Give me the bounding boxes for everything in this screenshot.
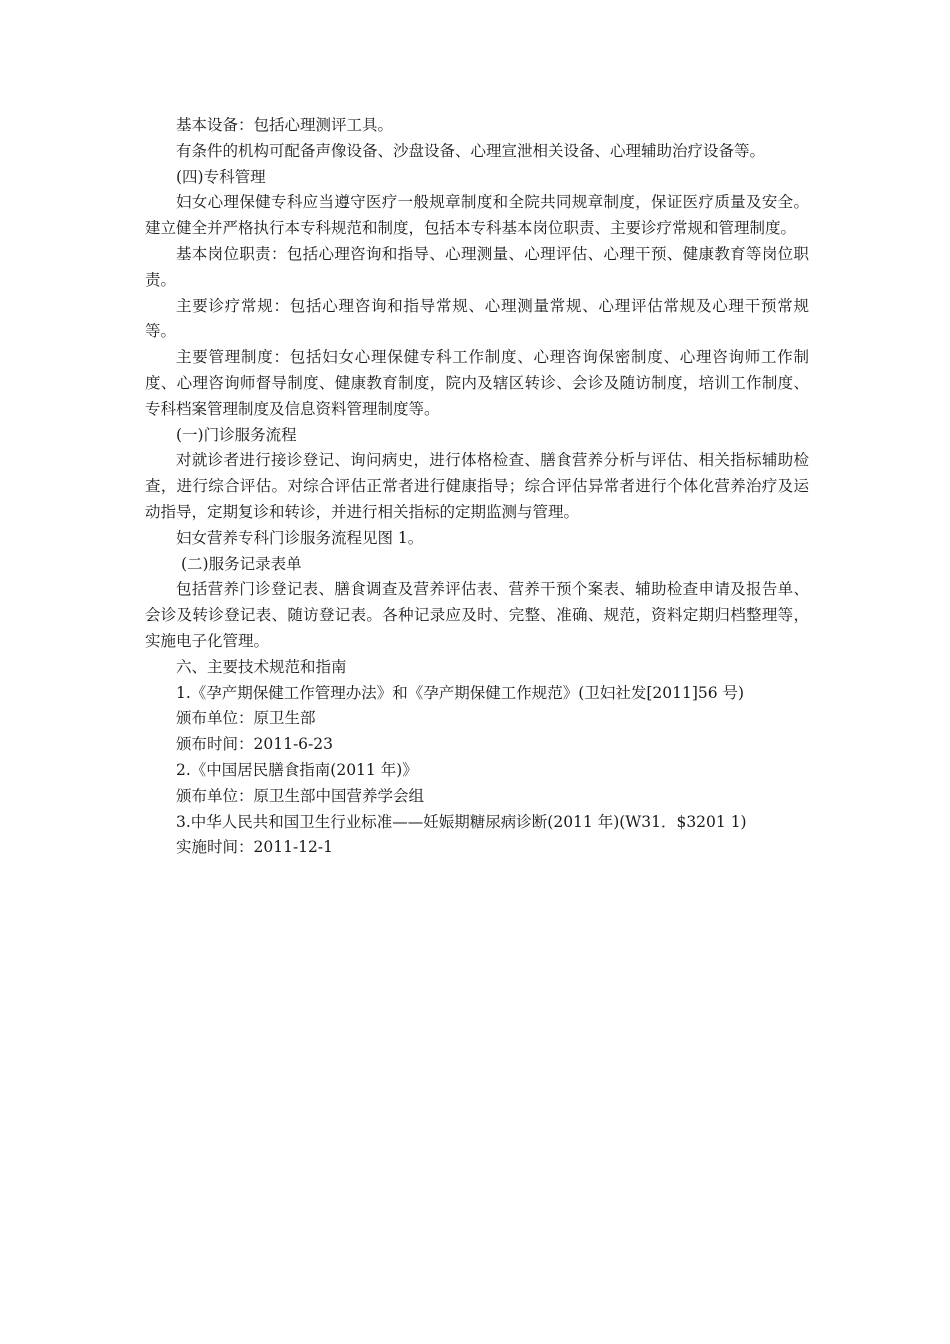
guideline-item-3: 3.中华人民共和国卫生行业标准——妊娠期糖尿病诊断(2011 年)(W31．$3201 1)	[176, 812, 747, 831]
paragraph-specialty-rules: 妇女心理保健专科应当遵守医疗一般规章制度和全院共同规章制度，保证医疗质量及安全。建立健全并严格执行本专科规范和制度，包括本专科基本岗位职责、主要诊疗常规和管理制度。	[145, 193, 809, 238]
paragraph-process-figure-reference: 妇女营养专科门诊服务流程见图 1。	[176, 528, 424, 547]
section-heading-service-records: (二)服务记录表单	[181, 554, 302, 573]
paragraph-management-systems: 主要管理制度：包括妇女心理保健专科工作制度、心理咨询保密制度、心理咨询师工作制度、心理咨询师督导制度、健康教育制度，院内及辖区转诊、会诊及随访制度，培训工作制度、专科档案管理制度及信息资料管理制度等。	[145, 348, 809, 418]
section-heading-technical-guidelines: 六、主要技术规范和指南	[176, 657, 347, 676]
guideline-item-2: 2.《中国居民膳食指南(2011 年)》	[176, 760, 418, 779]
paragraph-basic-equipment: 基本设备：包括心理测评工具。	[176, 116, 394, 134]
guideline-2-issuer: 颁布单位：原卫生部中国营养学会组	[176, 786, 425, 805]
paragraph-service-records: 包括营养门诊登记表、膳食调查及营养评估表、营养干预个案表、辅助检查申请及报告单、会诊及转诊登记表、随访登记表。各种记录应及时、完整、准确、规范，资料定期归档整理等，实施电子化管理。	[145, 580, 809, 650]
paragraph-optional-equipment: 有条件的机构可配备声像设备、沙盘设备、心理宣泄相关设备、心理辅助治疗设备等。	[176, 141, 766, 160]
guideline-1-issue-date: 颁布时间：2011-6-23	[176, 735, 334, 754]
section-heading-specialty-management: (四)专科管理	[176, 167, 266, 186]
document-body	[145, 113, 809, 861]
guideline-3-effective-date: 实施时间：2011-12-1	[176, 838, 334, 857]
guideline-item-1: 1.《孕产期保健工作管理办法》和《孕产期保健工作规范》(卫妇社发[2011]56 号)	[176, 683, 745, 702]
guideline-1-issuer: 颁布单位：原卫生部	[176, 709, 316, 728]
paragraph-job-duties: 基本岗位职责：包括心理咨询和指导、心理测量、心理评估、心理干预、健康教育等岗位职责。	[145, 244, 809, 289]
section-heading-outpatient-process: (一)门诊服务流程	[176, 425, 297, 444]
paragraph-outpatient-process: 对就诊者进行接诊登记、询问病史，进行体格检查、膳食营养分析与评估、相关指标辅助检查，进行综合评估。对综合评估正常者进行健康指导；综合评估异常者进行个体化营养治疗及运动指导，定期复诊和转诊，并进行相关指标的定期监测与管理。	[145, 451, 809, 521]
paragraph-diagnosis-routines: 主要诊疗常规：包括心理咨询和指导常规、心理测量常规、心理评估常规及心理干预常规等。	[145, 296, 809, 341]
